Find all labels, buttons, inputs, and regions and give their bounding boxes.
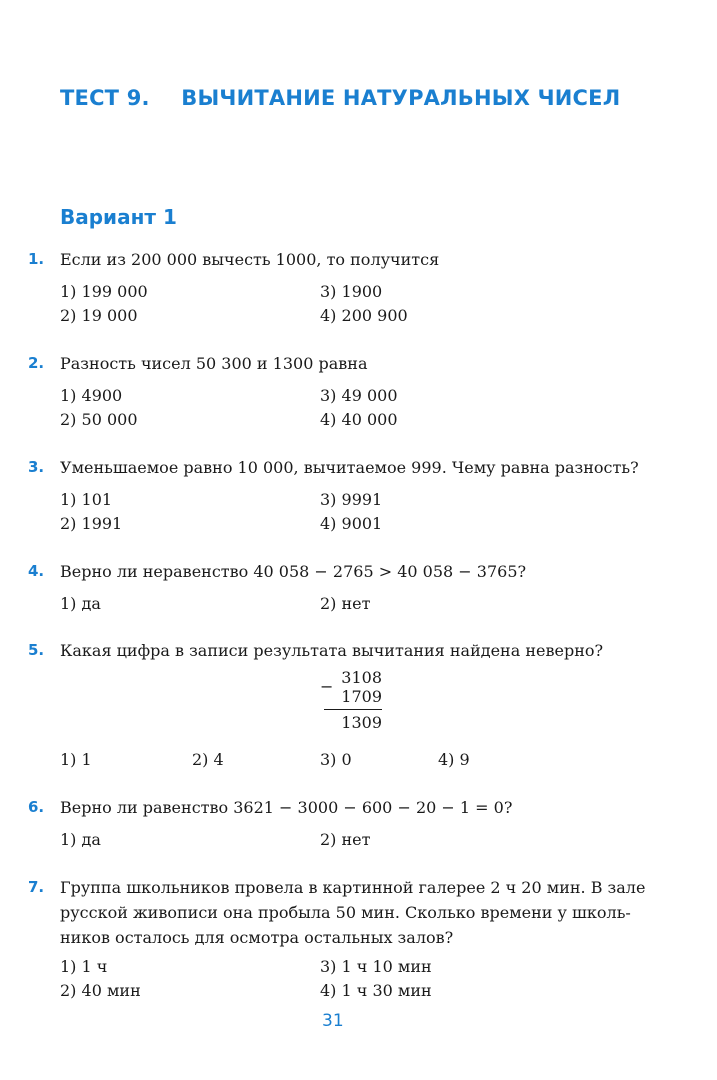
variant-title: Вариант 1 bbox=[60, 205, 177, 229]
option: 4) 9001 bbox=[320, 514, 383, 533]
question-text: Верно ли равенство 3621 − 3000 − 600 − 20 − 1 = 0? bbox=[60, 798, 513, 817]
option: 1) 4900 bbox=[60, 386, 123, 405]
page-number: 31 bbox=[322, 1011, 344, 1031]
minuend: 3108 bbox=[341, 668, 382, 687]
option: 2) 1991 bbox=[60, 514, 123, 533]
question-number: 4. bbox=[28, 562, 45, 580]
option: 2) 50 000 bbox=[60, 410, 138, 429]
result-line bbox=[324, 709, 382, 710]
question-text-line: ников осталось для осмотра остальных залов? bbox=[60, 928, 454, 947]
question-text: Разность чисел 50 300 и 1300 равна bbox=[60, 354, 368, 373]
difference: 1309 bbox=[341, 713, 382, 732]
option: 4) 9 bbox=[438, 750, 470, 769]
minus-sign: − bbox=[320, 677, 334, 696]
option: 1) 101 bbox=[60, 490, 113, 509]
option: 3) 1900 bbox=[320, 282, 383, 301]
question-number: 5. bbox=[28, 641, 45, 659]
question-text: Если из 200 000 вычесть 1000, то получится bbox=[60, 250, 440, 269]
option: 2) 40 мин bbox=[60, 981, 141, 1000]
option: 1) 1 ч bbox=[60, 957, 108, 976]
question-number: 6. bbox=[28, 798, 45, 816]
question-number: 2. bbox=[28, 354, 45, 372]
option: 3) 49 000 bbox=[320, 386, 398, 405]
option: 4) 1 ч 30 мин bbox=[320, 981, 432, 1000]
option: 4) 40 000 bbox=[320, 410, 398, 429]
option: 2) 19 000 bbox=[60, 306, 138, 325]
option: 1) да bbox=[60, 830, 101, 849]
question-text: Верно ли неравенство 40 058 − 2765 > 40 058 − 3765? bbox=[60, 562, 527, 581]
question-text-line: русской живописи она пробыла 50 мин. Сколько времени у школь- bbox=[60, 903, 631, 922]
test-label: ТЕСТ 9. bbox=[60, 86, 150, 110]
option: 3) 0 bbox=[320, 750, 352, 769]
test-title bbox=[60, 86, 620, 110]
option: 2) 4 bbox=[192, 750, 224, 769]
question-number: 1. bbox=[28, 250, 45, 268]
option: 3) 1 ч 10 мин bbox=[320, 957, 432, 976]
option: 4) 200 900 bbox=[320, 306, 408, 325]
question-number: 7. bbox=[28, 878, 45, 896]
option: 2) нет bbox=[320, 594, 371, 613]
option: 1) да bbox=[60, 594, 101, 613]
subtrahend: 1709 bbox=[341, 687, 382, 706]
test-name: ВЫЧИТАНИЕ НАТУРАЛЬНЫХ ЧИСЕЛ bbox=[181, 86, 621, 110]
question-number: 3. bbox=[28, 458, 45, 476]
option: 3) 9991 bbox=[320, 490, 383, 509]
question-text: Уменьшаемое равно 10 000, вычитаемое 999. Чему равна разность? bbox=[60, 458, 639, 477]
option: 1) 1 bbox=[60, 750, 92, 769]
option: 2) нет bbox=[320, 830, 371, 849]
option: 1) 199 000 bbox=[60, 282, 148, 301]
question-text-line: Группа школьников провела в картинной галерее 2 ч 20 мин. В зале bbox=[60, 878, 646, 897]
question-text: Какая цифра в записи результата вычитания найдена неверно? bbox=[60, 641, 604, 660]
column-subtraction bbox=[320, 668, 382, 732]
